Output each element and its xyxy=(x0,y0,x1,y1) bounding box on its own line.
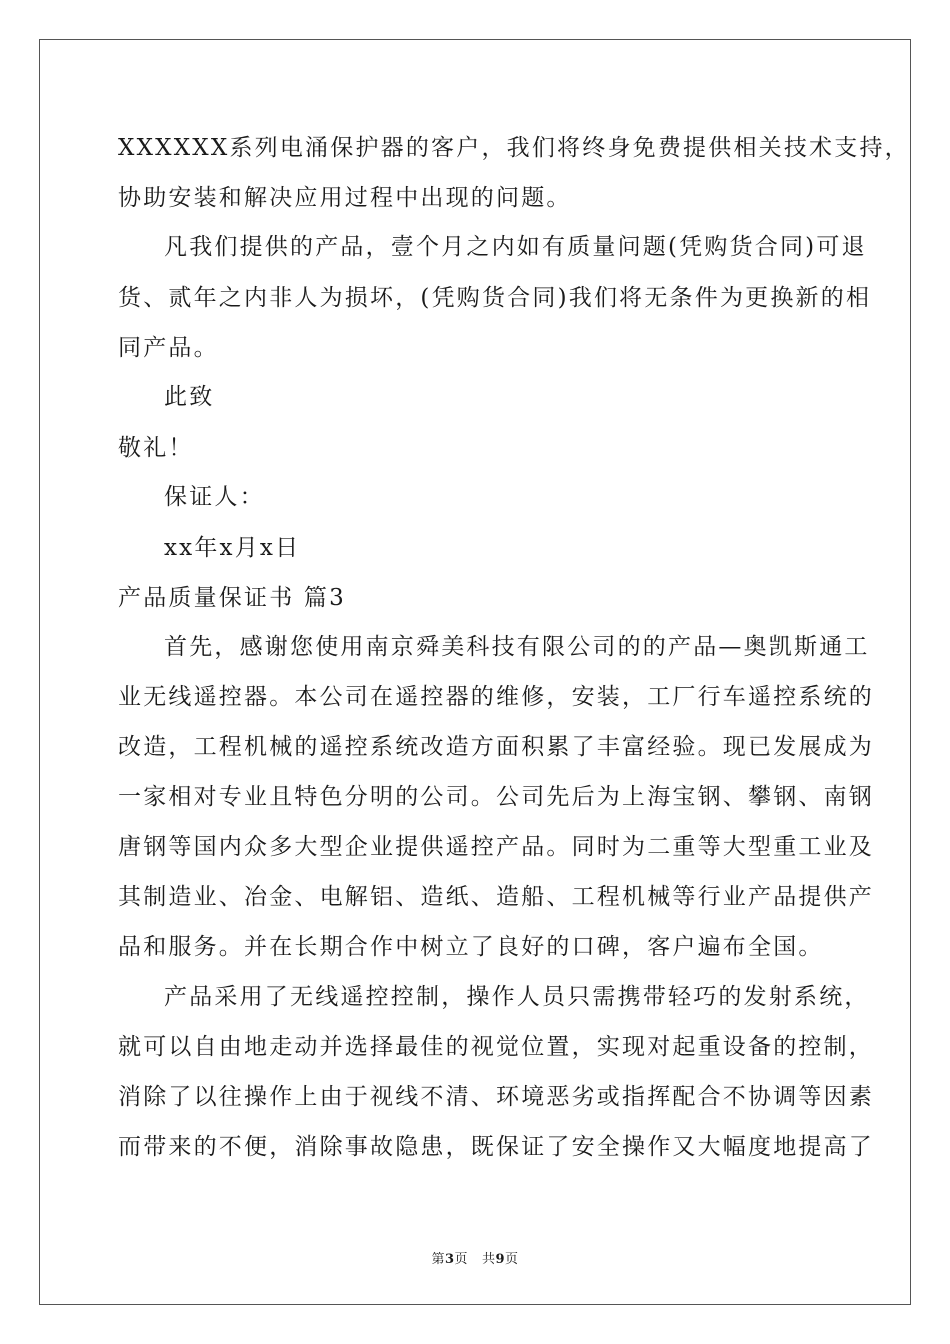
text-line-5: 同产品。 xyxy=(118,335,219,361)
closing-salutation: 此致 xyxy=(164,384,215,410)
text-line-20: 消除了以往操作上由于视线不清、环境恶劣或指挥配合不协调等因素 xyxy=(118,1084,874,1110)
total-prefix: 共 xyxy=(481,1252,496,1267)
page-border xyxy=(39,39,911,1305)
guarantor-label: 保证人： xyxy=(164,484,265,510)
text-line-14: 一家相对专业且特色分明的公司。公司先后为上海宝钢、攀钢、南钢 xyxy=(118,784,874,810)
total-suffix: 页 xyxy=(505,1252,519,1267)
page-footer xyxy=(0,1248,950,1267)
text-line-19: 就可以自由地走动并选择最佳的视觉位置，实现对起重设备的控制， xyxy=(118,1034,874,1060)
page-number: 3 xyxy=(444,1252,455,1267)
text-line-11: 首先，感谢您使用南京舜美科技有限公司的的产品—奥凯斯通工 xyxy=(164,634,870,660)
text-line-4: 货、贰年之内非人为损坏，(凭购货合同)我们将无条件为更换新的相 xyxy=(118,285,872,311)
text-line-16: 其制造业、冶金、电解铝、造纸、造船、工程机械等行业产品提供产 xyxy=(118,884,874,910)
section-heading: 产品质量保证书 篇3 xyxy=(118,585,346,611)
closing-regards: 敬礼！ xyxy=(118,435,194,461)
text-line-17: 品和服务。并在长期合作中树立了良好的口碑，客户遍布全国。 xyxy=(118,934,824,960)
page-prefix: 第 xyxy=(431,1252,445,1267)
page-suffix: 页 xyxy=(454,1252,469,1267)
text-line-3: 凡我们提供的产品，壹个月之内如有质量问题(凭购货合同)可退 xyxy=(164,234,867,260)
text-line-21: 而带来的不便，消除事故隐患，既保证了安全操作又大幅度地提高了 xyxy=(118,1134,874,1160)
text-line-13: 改造，工程机械的遥控系统改造方面积累了丰富经验。现已发展成为 xyxy=(118,734,874,760)
text-line-1: XXXXXX系列电涌保护器的客户，我们将终身免费提供相关技术支持， xyxy=(118,135,910,161)
text-line-12: 业无线遥控器。本公司在遥控器的维修，安装，工厂行车遥控系统的 xyxy=(118,684,874,710)
text-line-15: 唐钢等国内众多大型企业提供遥控产品。同时为二重等大型重工业及 xyxy=(118,834,874,860)
total-pages: 9 xyxy=(495,1252,506,1267)
text-line-18: 产品采用了无线遥控控制，操作人员只需携带轻巧的发射系统， xyxy=(164,984,870,1010)
date-line: xx年x月x日 xyxy=(164,535,301,561)
text-line-2: 协助安装和解决应用过程中出现的问题。 xyxy=(118,185,572,211)
